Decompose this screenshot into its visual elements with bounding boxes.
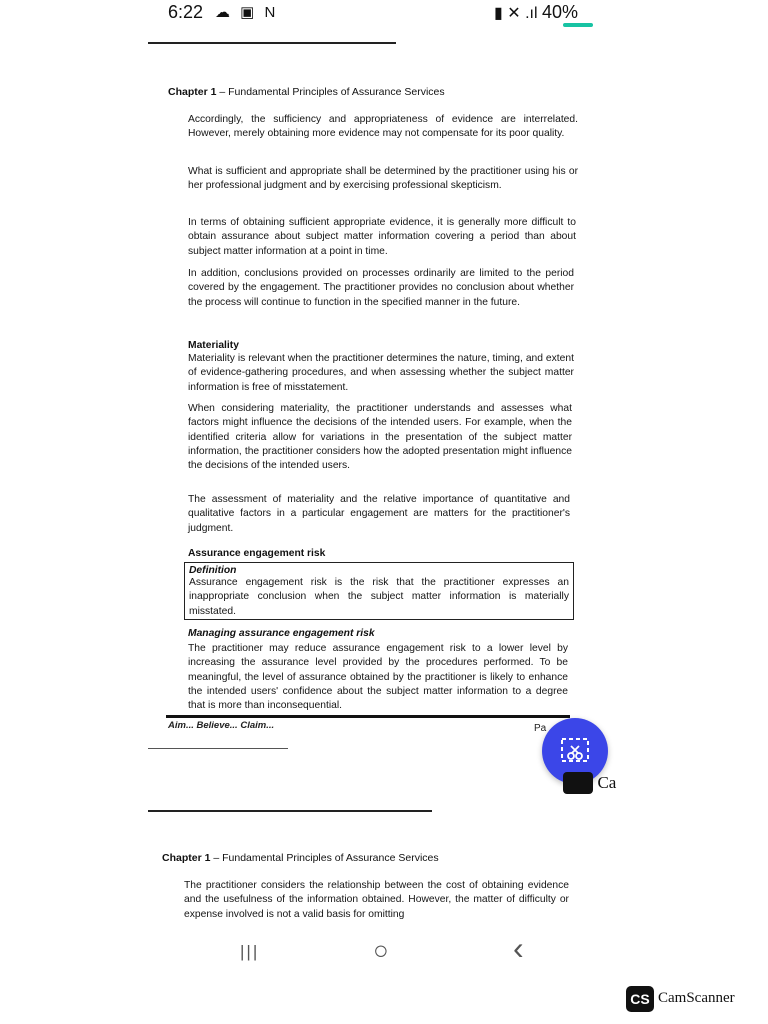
battery-indicator [563, 23, 593, 27]
chapter-label: Chapter 1 [168, 86, 217, 98]
chapter-header [168, 86, 445, 98]
paragraph: The assessment of materiality and the relative importance of quantitative and qualitative factors in a particular engagement are matters for the practitioner's judgment. [188, 494, 570, 534]
paragraph: In addition, conclusions provided on processes ordinarily are limited to the period covered by the engagement. The practitioner provides no conclusion about whether the process will continue to function in the specified manner in the future. [188, 268, 574, 308]
recents-button[interactable]: ||| [240, 942, 260, 961]
chapter-header [162, 852, 439, 864]
footer-rule [166, 715, 570, 718]
chapter-title: – Fundamental Principles of Assurance Services [210, 852, 439, 864]
paragraph: The practitioner may reduce assurance engagement risk to a lower level by increasing the assurance level provided by the procedures performed. To be meaningful, the level of assurance obtained by the practitioner is likely to enhance the intended users' confidence about the subject matter information to a degree that is more than inconsequential. [188, 643, 568, 712]
paragraph: Materiality is relevant when the practitioner determines the nature, timing, and extent of evidence-gathering procedures, and when assessing whether the subject matter information is free of misstatement. [188, 353, 574, 393]
page-top-rule [148, 810, 432, 812]
battery-level: 40% [542, 2, 579, 22]
definition-box [184, 562, 574, 620]
back-button[interactable]: ‹ [513, 930, 524, 966]
managing-heading: Managing assurance engagement risk [188, 628, 375, 639]
footer-page-number: Pa [534, 723, 547, 734]
paragraph: The practitioner considers the relationship between the cost of obtaining evidence and the usefulness of the information obtained. However, the matter of difficulty or expense involved is not a valid basis for omitting [184, 880, 569, 920]
camscanner-mini-icon [563, 772, 593, 794]
chapter-title: – Fundamental Principles of Assurance Services [216, 86, 445, 98]
page-top-rule [148, 42, 396, 44]
camscanner-mini-brand: Ca [597, 773, 617, 792]
home-button[interactable]: ○ [373, 935, 389, 965]
crop-scissors-icon [560, 736, 590, 766]
status-bar [0, 0, 768, 28]
risk-heading: Assurance engagement risk [188, 548, 326, 559]
status-time: 6:22 [168, 2, 204, 22]
materiality-heading: Materiality [188, 340, 239, 351]
system-icons [494, 2, 578, 23]
definition-label: Definition [189, 565, 237, 576]
chapter-label: Chapter 1 [162, 852, 211, 864]
camscanner-logo-icon: CS [626, 986, 654, 1012]
footer-motto: Aim... Believe... Claim... [168, 720, 275, 731]
paragraph: In terms of obtaining sufficient appropriate evidence, it is generally more difficult to obtain assurance about subject matter information covering a period than about subject matter information at a point in time. [188, 217, 576, 257]
camscanner-brand: CamScanner [658, 990, 735, 1006]
definition-text: Assurance engagement risk is the risk that the practitioner expresses an inappropriate conclusion when the subject matter information is materially misstated. [189, 577, 569, 617]
paragraph: When considering materiality, the practitioner understands and assesses what factors might influence the decisions of the intended users. For example, when the identified criteria allow for variations in the presentation of the subject matter information, the practitioner considers how the adopted presentation might influence the decisions of the intended users. [188, 403, 572, 472]
footer-thin-rule [148, 748, 288, 749]
paragraph: What is sufficient and appropriate shall be determined by the practitioner using his or her professional judgment and by exercising professional skepticism. [188, 166, 578, 192]
paragraph: Accordingly, the sufficiency and appropriateness of evidence are interrelated. However, merely obtaining more evidence may not compensate for its poor quality. [188, 114, 578, 140]
signal-icons: ▮ ✕ .ıl [494, 5, 538, 22]
notification-icons: ☁ ▣ N [215, 4, 279, 21]
camscanner-mini-logo [563, 772, 616, 794]
